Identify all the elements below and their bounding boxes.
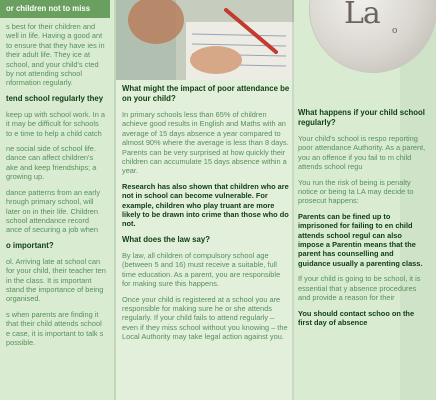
paragraph: In primary schools less than 65% of children achieve good results in English and Maths with an average of 15 days absence a year compared to almost 90% where the average is less than 8 days. Parents can be very surprised at how quickly their children can accumulate 15 days absence within a year.: [122, 110, 289, 176]
paragraph: ol. Arriving late at school can for your child, their teacher ten in the class. It is important stand the importance of being organised.: [6, 256, 106, 304]
paragraph: Your child's school is respo reporting poor attendance Authority. As a parent, you an offence if you fail to m child attends school regu: [298, 134, 426, 172]
bold-paragraph: Research has also shown that children who are not in school can become vulnerable. For example, children who play truant are more likely to be drawn into crime than those who do not.: [122, 181, 289, 229]
paragraph: dance patterns from an early hrough primary school, will later on in their life. Children school attendance record ance of securing a job when: [6, 187, 101, 235]
badge-text: La: [344, 0, 380, 31]
bold-paragraph: You should contact schoo on the first day of absence: [298, 308, 415, 327]
paragraph: keep up with school work. In a it may be difficult for schools to e time to help a child catch: [6, 109, 106, 138]
section-heading: o important?: [6, 240, 54, 250]
paragraph: s best for their children and well in life. Having a good ant to ensure that they have ies in their adult life. They ice at school, and your child's cted by not attending school nformation regularly.: [6, 22, 105, 88]
heading-top: or children not to miss: [0, 0, 110, 18]
section-heading: What does the law say?: [122, 234, 210, 244]
section-heading: What happens if your child school regularly?: [298, 108, 425, 127]
paragraph: You run the risk of being is penalty notice or being ta LA may decide to prosecut happens:: [298, 177, 414, 206]
paragraph: Once your child is registered at a school you are responsible for making sure he or she attends regularly. If your child fails to attend regularly – even if they miss school without you knowing – the Local Authority may take legal action against you.: [122, 294, 288, 342]
bold-paragraph: Parents can be fined up to imprisoned for failing to en child attends school regul can also impose a Parentin means that the parent has counselling and guidance usually a parenting class.: [298, 211, 423, 268]
badge-small-text: o: [392, 26, 398, 36]
section-heading: tend school regularly they: [6, 93, 104, 103]
paragraph: By law, all children of compulsory school age (between 5 and 16) must receive a suitable, full time education. As a parent, you are responsible for making sure this happens.: [122, 250, 281, 289]
photo-illustration: [116, 0, 294, 80]
child-writing-photo: [116, 0, 294, 80]
middle-panel: [116, 0, 294, 400]
paragraph: ne social side of school life. dance can affect children's ake and keep friendships; a growing up.: [6, 144, 97, 182]
section-heading: What might the impact of poor attendance be on your child?: [122, 84, 290, 103]
right-panel: [294, 0, 426, 400]
law-badge-image: [310, 0, 436, 72]
left-panel: [0, 0, 116, 400]
paragraph: s when parents are finding it that their child attends school e case, it is important to talk s possible.: [6, 309, 104, 347]
paragraph: If your child is going to be school, it is essential that y absence procedures and provide a reason for their: [298, 274, 421, 303]
